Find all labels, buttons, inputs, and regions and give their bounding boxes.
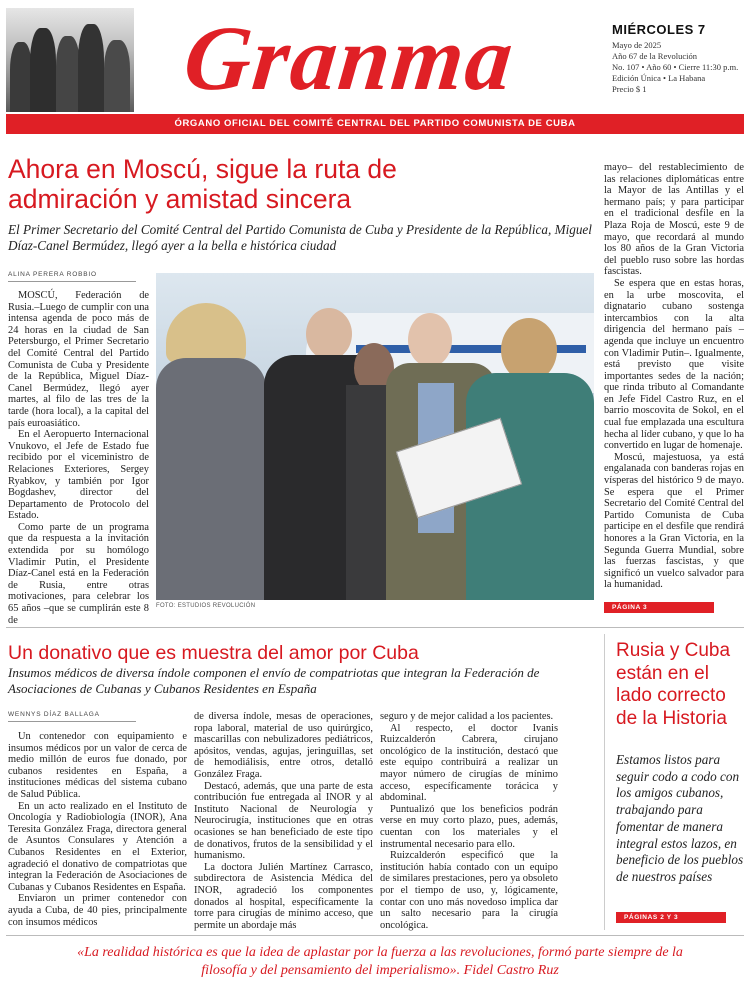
column-divider: [604, 634, 605, 930]
lead-deck: El Primer Secretario del Comité Central del Partido Comunista de Cuba y Presidente de la República, Miguel Díaz-Canel Bermúdez, llegó ayer a la bella e histórica ciudad: [8, 222, 592, 253]
second-column-3: [380, 711, 558, 929]
lead-byline: ALINA PERERA ROBBIO: [8, 271, 136, 282]
lead-page-tag[interactable]: PÁGINA 3: [604, 602, 714, 613]
paragraph: Al respecto, el doctor Ivanis Ruizcalderón Cabrera, cirujano oncológico de la institución, destacó que este equipo contribuirá a realizar un mayor número de cirugías de mínimo acceso, específicamente torácica y abdominal.: [380, 722, 558, 804]
masthead-historic-photo: [6, 8, 134, 112]
lead-headline[interactable]: Ahora en Moscú, sigue la ruta de admiración y amistad sincera: [8, 154, 397, 214]
paragraph: mayo– del restablecimiento de las relaciones diplomáticas entre la Mayor de las Antillas y el hermano país; y para participar en el tradicional desfile en la Plaza Roja de Moscú, este 9 de mayo, que recordará al mundo los 80 años de la Gran Victoria del pueblo ruso sobre las hordas fascistas.: [604, 162, 744, 278]
paragraph: MOSCÚ, Federación de Rusia.–Luego de cumplir con una intensa agenda de poco más de 24 horas en la ciudad de San Petersburgo, el Primer Secretario del Comité Central del Partido Comunista de Cuba y Presidente de la República, Miguel Díaz-Canel Bermúdez, llegó ayer martes, al filo de las tres de la tarde (hora local), a la capital del país euroasiático.: [8, 290, 149, 429]
paragraph: Como parte de un programa que da respuesta a la invitación extendida por su homólogo Vladimir Putin, el Presidente Díaz-Canel está en la Federación de Rusia, entre otras motivaciones, para celebrar los 65 años –que se cumplirán este 8 de: [8, 521, 149, 626]
edition-info-line: Edición Única • La Habana: [612, 73, 706, 83]
paragraph: En el Aeropuerto Internacional Vnukovo, el Jefe de Estado fue recibido por el viceministro de Relaciones Exteriores, Sergey Ryabkov, y también por Igor Bogdashev, director del Departamento de Protocolo del Estado.: [8, 429, 149, 522]
sidebar-page-tag[interactable]: PÁGINAS 2 Y 3: [616, 912, 726, 923]
paragraph: seguro y de mejor calidad a los pacientes.: [380, 711, 554, 722]
edition-info: [612, 22, 744, 95]
paragraph: Enviaron un primer contenedor con ayuda a Cuba, de 40 pies, principalmente con insumos médicos: [8, 893, 187, 928]
sidebar-headline[interactable]: Rusia y Cuba están en el lado correcto de la Historia: [616, 640, 731, 729]
second-headline[interactable]: Un donativo que es muestra del amor por Cuba: [8, 642, 419, 664]
organ-banner: ÓRGANO OFICIAL DEL COMITÉ CENTRAL DEL PARTIDO COMUNISTA DE CUBA: [6, 114, 744, 134]
paragraph: Ruizcalderón especificó que la institución había contado con un equipo de similares prestaciones, pero ya obsoleto por el tiempo de uso, y, lógicamente, contar con uno más novedoso implica dar un salto necesario para la cirugía oncológica.: [380, 850, 558, 931]
edition-info-line: Precio $ 1: [612, 84, 647, 94]
edition-info-line: No. 107 • Año 60 • Cierre 11:30 p.m.: [612, 62, 739, 72]
paragraph: Moscú, majestuosa, ya está engalanada con banderas rojas en vísperas del histórico 9 de mayo. Se espera que el Primer Secretario del Comité Central del Partido Comunista de Cuba participe en el desfile que rendirá honores a la Gran Victoria, en la Segunda Guerra Mundial, sobre las fuerzas fascistas, y que significó un vuelco salvador para la humanidad.: [604, 451, 744, 591]
edition-day: MIÉRCOLES 7: [612, 22, 706, 37]
paragraph: La doctora Julién Martínez Carrasco, subdirectora de Asistencia Médica del INOR, agradeció los componentes donados al hospital, específicamente la torre para cirugías de mínimo acceso, que permite un abordaje más: [194, 861, 373, 931]
second-column-1: [8, 731, 187, 929]
lead-photo: [156, 273, 594, 600]
footer-quote: «La realidad histórica es que la idea de aplastar por la fuerza a las revoluciones, formó parte siempre de la filosofía y del pensamiento del imperialismo». Fidel Castro Ruz: [77, 945, 683, 978]
paragraph: Un contenedor con equipamiento e insumos médicos por un valor de cerca de medio millón de euros fue donado, por cubanos residentes en España, a instituciones médicas del sistema cubano de Salud Pública.: [8, 731, 187, 800]
lead-column-left: [8, 290, 149, 626]
second-deck: Insumos médicos de diversa índole componen el envío de compatriotas que integran la Federación de Asociaciones de Cubanas y Cubanos Residentes en España: [8, 665, 540, 696]
photo-credit: FOTO: ESTUDIOS REVOLUCIÓN: [156, 603, 256, 609]
paragraph: Se espera que en estas horas, en la urbe moscovita, el dignatario cubano sostenga intercambios con la alta dirigencia del hermano país –agenda que incluye un encuentro con Vladimir Putin–. Igualmente, está previsto que visite importantes sedes de la nación; que rinda tributo al Comandante en Jefe Fidel Castro Ruz, en el barrio moscovita de Sokol, en el cual fue emplazada una escultura hecha al líder cubano, y que lo ha convertido en lugar de homenaje.: [604, 277, 744, 452]
section-divider: [6, 627, 744, 628]
newspaper-logo[interactable]: Granma: [179, 7, 520, 109]
paragraph: Destacó, además, que una parte de esta contribución fue entregada al INOR y al Instituto Nacional de Neurología y Neurocirugía, instituciones que en otras ocasiones se han beneficiado de este tipo de donativos, frutos de la sensibilidad y el humanismo.: [194, 780, 373, 862]
second-column-2: [194, 711, 373, 929]
paragraph: Puntualizó que los beneficios podrán verse en muy corto plazo, pues, además, cuentan con los materiales y el instrumental necesario para ello.: [380, 803, 558, 850]
lead-column-right: [604, 162, 744, 598]
paragraph: En un acto realizado en el Instituto de Oncología y Radiobiología (INOR), Ana Teresita González Fraga, directora general de Asuntos Consulares y Atención a Cubanos Residentes en el Exterior, agradeció el donativo de compatriotas que integran la Federación de Asociaciones de Cubanas y Cubanos Residentes en España.: [8, 800, 187, 893]
second-byline: WENNYS DÍAZ BALLAGA: [8, 711, 136, 722]
paragraph: de diversa índole, mesas de operaciones, ropa laboral, material de uso quirúrgico, mascarillas con nebulizadores pediátricos, apósitos, vendas, agujas, jeringuillas, set de hemodiálisis, entre otros, detalló González Fraga.: [194, 711, 373, 780]
edition-info-line: Mayo de 2025: [612, 40, 662, 50]
edition-info-line: Año 67 de la Revolución: [612, 51, 697, 61]
sidebar-deck: Estamos listos para seguir codo a codo con los amigos cubanos, trabajando para fomentar de manera integral estos lazos, en beneficio de los pueblos de nuestros países: [616, 752, 744, 884]
footer-divider: [6, 935, 744, 936]
